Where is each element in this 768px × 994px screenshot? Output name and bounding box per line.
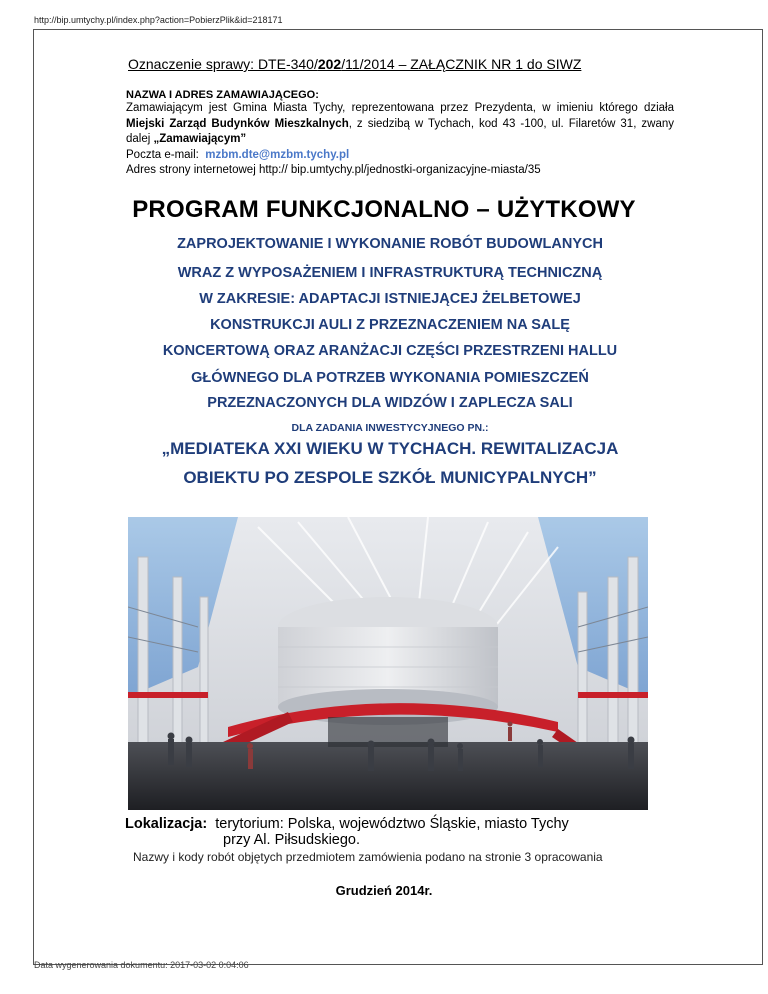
hall-rendering-image xyxy=(128,517,648,810)
location-line-2: przy Al. Piłsudskiego. xyxy=(223,832,361,848)
document-date: Grudzień 2014r. xyxy=(335,883,433,898)
address-paragraph: Zamawiającym jest Gmina Miasta Tychy, reprezentowana przez Prezydenta, w imieniu którego działa Miejski Zarząd Budynków Mieszkalnych, z siedzibą w Tychach, kod 43 -100, ul. Filaretów 31, zwany dalej „Zamawiającym” xyxy=(126,102,674,145)
scope-line-1: ZAPROJEKTOWANIE I WYKONANIE ROBÓT BUDOWLANYCH xyxy=(177,236,603,252)
scope-line-7: PRZEZNACZONYCH DLA WIDZÓW I ZAPLECZA SALI xyxy=(207,395,573,411)
address-heading: NAZWA I ADRES ZAMAWIAJĄCEGO: xyxy=(126,89,319,101)
scope-line-2: WRAZ Z WYPOSAŻENIEM I INFRASTRUKTURĄ TECHNICZNĄ xyxy=(177,265,603,281)
website-line: Adres strony internetowej http:// bip.umtychy.pl/jednostki-organizacyjne-miasta/35 xyxy=(126,164,541,176)
task-name-line-1: „MEDIATEKA XXI WIEKU W TYCHACH. REWITALIZACJA xyxy=(161,439,619,458)
address-block xyxy=(126,101,674,179)
generation-footer: Data wygenerowania dokumentu: 2017-03-02 0:04:06 xyxy=(34,960,249,970)
email-link[interactable]: mzbm.dte@mzbm.tychy.pl xyxy=(205,148,350,161)
location-line-1: Lokalizacja: terytorium: Polska, województwo Śląskie, miasto Tychy xyxy=(125,816,569,832)
task-label: DLA ZADANIA INWESTYCYJNEGO PN.: xyxy=(291,422,489,434)
works-codes-note: Nazwy i kody robót objętych przedmiotem zamówienia podano na stronie 3 opracowania xyxy=(133,850,603,864)
source-url: http://bip.umtychy.pl/index.php?action=PobierzPlik&id=218171 xyxy=(34,15,283,25)
scope-line-4: KONSTRUKCJI AULI Z PRZEZNACZENIEM NA SALĘ xyxy=(210,317,570,333)
scope-line-3: W ZAKRESIE: ADAPTACJI ISTNIEJĄCEJ ŻELBETOWEJ xyxy=(199,291,581,307)
program-title: PROGRAM FUNKCJONALNO – UŻYTKOWY xyxy=(132,196,636,223)
email-line: Poczta e-mail: mzbm.dte@mzbm.tychy.pl xyxy=(126,148,350,161)
case-reference: Oznaczenie sprawy: DTE-340/202/11/2014 – ZAŁĄCZNIK NR 1 do SIWZ xyxy=(128,56,582,72)
scope-line-6: GŁÓWNEGO DLA POTRZEB WYKONANIA POMIESZCZEŃ xyxy=(191,370,589,386)
task-name-line-2: OBIEKTU PO ZESPOLE SZKÓŁ MUNICYPALNYCH” xyxy=(183,468,597,487)
scope-line-5: KONCERTOWĄ ORAZ ARANŻACJI CZĘŚCI PRZESTRZENI HALLU xyxy=(162,343,618,359)
